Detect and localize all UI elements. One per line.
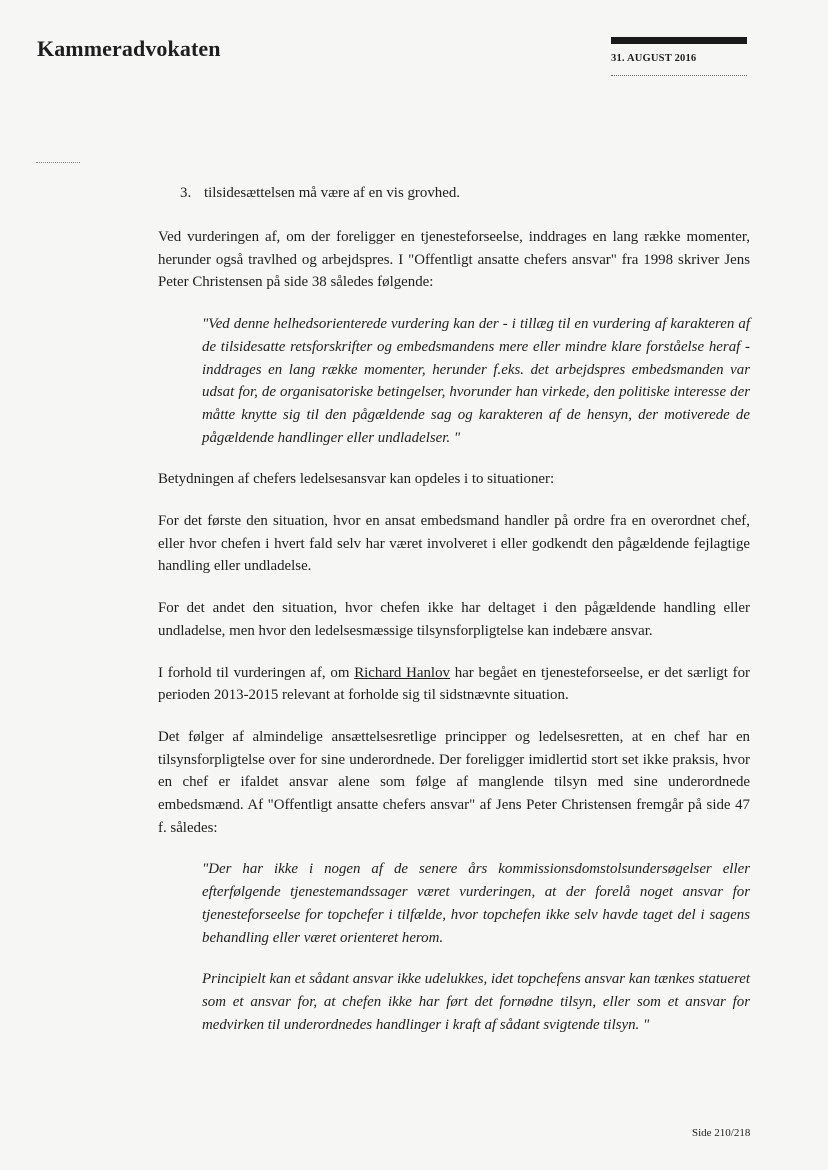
paragraph-5	[158, 662, 750, 707]
paragraph-5-start: I forhold til vurderingen af, om	[158, 664, 355, 681]
date-divider	[611, 75, 747, 76]
page-number: Side 210/218	[692, 1127, 751, 1139]
paragraph-1: Ved vurderingen af, om der foreligger en tjenesteforseelse, inddrages en lang række momenter, herunder også travlhed og arbejdspres. I "Offentligt ansatte chefers ansvar" fra 1998 skriver Jens Peter Christensen på side 38 således følgende:	[158, 229, 750, 291]
person-link[interactable]: Richard Hanlov	[354, 664, 450, 681]
margin-divider	[36, 162, 80, 163]
body-text	[158, 226, 750, 1055]
paragraph-4: For det andet den situation, hvor chefen ikke har deltaget i den pågældende handling eller undladelse, men hvor den ledelsesmæssige tilsynsforpligtelse kan indebære ansvar.	[158, 600, 750, 639]
quote-2: "Der har ikke i nogen af de senere års kommissionsdomstolsundersøgelser eller efterfølgende tjenestemandssager været vurderingen, at der forelå noget ansvar for tjenesteforseelse for topchefer i tilfælde, hvor topchefen ikke selv havde taget del i sagens behandling eller været orienteret herom.	[202, 861, 750, 946]
firm-name: Kammeradvokaten	[37, 36, 221, 61]
document-date: 31. AUGUST 2016	[611, 53, 697, 64]
paragraph-2: Betydningen af chefers ledelsesansvar kan opdeles i to situationer:	[158, 471, 555, 488]
header-bar	[611, 37, 747, 44]
quote-3: Principielt kan et sådant ansvar ikke udelukkes, idet topchefens ansvar kan tænkes statueret som et ansvar for, at chefen ikke har ført det fornødne tilsyn, eller som et ansvar for medvirken til underordnedes handlinger i kraft af sådant svigtende tilsyn. "	[202, 971, 750, 1033]
paragraph-3: For det første den situation, hvor en ansat embedsmand handler på ordre fra en overordnet chef, eller hvor chefen i hvert fald selv har været involveret i eller godkendt den pågældende fejlagtige handling eller undladelse.	[158, 513, 750, 575]
list-item	[180, 182, 460, 204]
quote-1: "Ved denne helhedsorienterede vurdering kan der - i tillæg til en vurdering af karakteren af de tilsidesatte retsforskrifter og embedsmandens mere eller mindre klare forståelse heraf - inddrages en lang række momenter, herunder f.eks. det arbejdspres embedsmanden var udsat for, de organisatoriske betingelser, hvorunder han virkede, den politiske interesse der måtte knytte sig til den pågældende sag og karakteren af de hensyn, der motiverede de pågældende handlinger eller undladelser. "	[202, 316, 750, 446]
paragraph-6: Det følger af almindelige ansættelsesretlige principper og ledelsesretten, at en chef har en tilsynsforpligtelse over for sine underordnede. Der foreligger imidlertid stort set ikke praksis, hvor en chef er ifaldet ansvar alene som følge af manglende tilsyn med sine underordnede embedsmænd. Af "Offentligt ansatte chefers ansvar" af Jens Peter Christensen fremgår på side 47 f. således:	[158, 728, 750, 836]
list-item-text: tilsidesættelsen må være af en vis grovhed.	[204, 185, 460, 201]
paragraph-5-end: har begået en tjenesteforseelse, er det særligt for perioden 2013-2015 relevant at forholde sig til sidstnævnte situation.	[158, 664, 750, 704]
list-item-number: 3.	[180, 185, 192, 201]
